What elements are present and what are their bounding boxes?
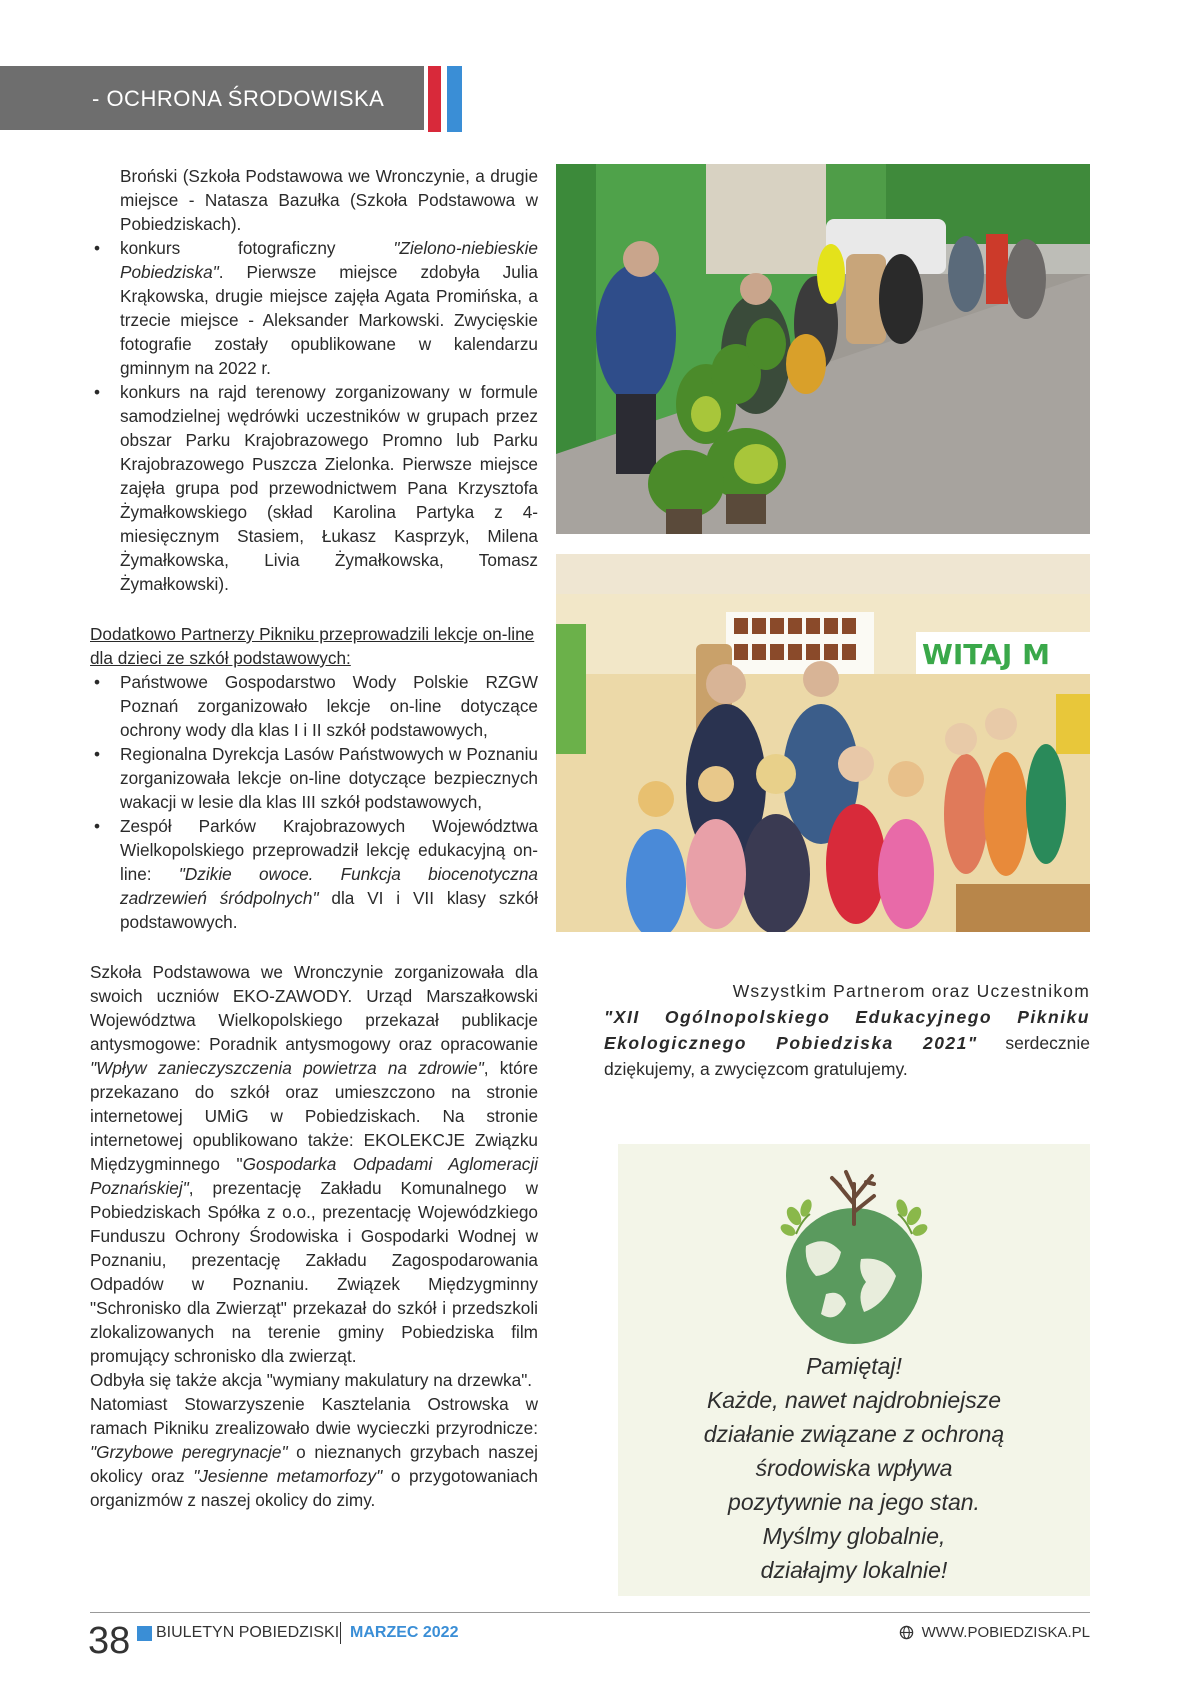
section-title: - OCHRONA ŚRODOWISKA <box>92 86 385 111</box>
footer-separator <box>340 1622 341 1644</box>
website-link[interactable]: WWW.POBIEDZISKA.PL <box>899 1624 1090 1641</box>
thanks-block <box>604 978 1090 1082</box>
classroom-banner-text: WITAJ M <box>922 638 1050 671</box>
thanks-line1: Wszystkim Partnerom oraz Uczestnikom <box>732 981 1090 1001</box>
paragraph-continuation: Broński (Szkoła Podstawowa we Wronczynie, a drugie miejsce - Natasza Bazułka (Szkoła Podstawowa w Pobiedziskach). <box>120 166 538 234</box>
lessons-heading: Dodatkowo Partnerzy Pikniku przeprowadzili lekcje on-line dla dzieci ze szkół podstawowych: <box>90 624 535 668</box>
paragraph-kasztelania: Natomiast Stowarzyszenie Kasztelania Ostrowska w ramach Pikniku zrealizowało dwie wycieczki przyrodnicze: "Grzybowe peregrynacje" o nieznanych grzybach naszej okolicy oraz "Jesienne metamorfozy" o przygotowaniach organizmów z naszej okolicy do zimy. <box>90 1394 538 1510</box>
thanks-body: "XII Ogólnopolskiego Edukacyjnego Pikniku Ekologicznego Pobiedziska 2021" serdecznie dziękujemy, a zwycięzcom gratulujemy. <box>604 1007 1090 1079</box>
bullet-wody-polskie: • Państwowe Gospodarstwo Wody Polskie RZGW Poznań zorganizowało lekcje on-line dotyczące ochrony wody dla klas I i II szkół podstawowych, <box>90 670 538 742</box>
bullet-rally-contest: • konkurs na rajd terenowy zorganizowany w formule samodzielnej wędrówki uczestników w grupach przez obszar Parku Krajobrazowego Promno lub Parku Krajobrazowego Puszcza Zielonka. Pierwsze miejsce zajęła grupa pod przewodnictwem Pana Krzysztofa Żymałkowskiego (skład Karolina Partyka z 4-miesięcznym Stasiem, Łukasz Kasprzyk, Milena Żymałkowska, Livia Żymałkowska, Tomasz Żymałkowski). <box>90 380 538 596</box>
footer-rule <box>90 1612 1090 1613</box>
paragraph-makulatura: Odbyła się także akcja "wymiany makulatury na drzewka". <box>90 1370 533 1390</box>
red-stripe <box>428 66 441 132</box>
photo-classroom <box>556 554 1090 932</box>
article-left-column <box>90 164 538 1512</box>
quote-box <box>618 1144 1090 1596</box>
stripe-gap <box>441 66 444 132</box>
bullet-photo-contest: • konkurs fotograficzny "Zielono-niebieskie Pobiedziska". Pierwsze miejsce zdobyła Julia Krąkowska, drugie miejsce zajęła Agata Promińska, a trzecie miejsce - Aleksander Markowski. Zwycięskie fotografie zostały opublikowane w kalendarzu gminnym na 2022 r. <box>90 236 538 380</box>
blue-stripe <box>447 66 462 132</box>
web-globe-icon <box>899 1625 914 1640</box>
blue-square-icon <box>137 1626 152 1641</box>
quote-text: Pamiętaj! Każde, nawet najdrobniejsze działanie związane z ochroną środowiska wpływa pozytywnie na jego stan. Myślmy globalnie, działajmy lokalnie! <box>703 1353 1005 1583</box>
page-number: 38 <box>88 1620 131 1662</box>
photo-plant-distribution <box>556 164 1090 534</box>
bullet-parki-krajobrazowe: • Zespół Parków Krajobrazowych Województwa Wielkopolskiego przeprowadził lekcję edukacyjną on-line: "Dzikie owoce. Funkcja biocenotyczna zadrzewień śródpolnych" dla VI i VII klasy szkół podstawowych. <box>90 814 538 934</box>
bullet-lasy-panstwowe: • Regionalna Dyrekcja Lasów Państwowych w Poznaniu zorganizowała lekcje on-line dotyczące bezpiecznych wakacji w lesie dla klas III szkół podstawowych, <box>90 742 538 814</box>
publication-name: BIULETYN POBIEDZISKI <box>156 1624 340 1641</box>
issue-date: MARZEC 2022 <box>350 1624 459 1641</box>
globe-tree-icon <box>766 1164 942 1346</box>
paragraph-eko-zawody: Szkoła Podstawowa we Wronczynie zorganizowała dla swoich uczniów EKO-ZAWODY. Urząd Marszałkowski Województwa Wielkopolskiego przekazał publikacje antysmogowe: Poradnik antysmogowy oraz opracowanie "Wpływ zanieczyszczenia powietrza na zdrowie", które przekazano do szkół oraz umieszczono na stronie internetowej UMiG w Pobiedziskach. Na stronie internetowej opublikowano także: EKOLEKCJE Związku Międzygminnego "Gospodarka Odpadami Aglomeracji Poznańskiej", prezentację Zakładu Komunalnego w Pobiedziskach Spółka z o.o., prezentację Wojewódzkiego Funduszu Ochrony Środowiska i Gospodarki Wodnej w Poznaniu, prezentację Zakładu Zagospodarowania Odpadów w Poznaniu. Związek Międzygminny "Schronisko dla Zwierząt" przekazał do szkół i przedszkoli zlokalizowanych na terenie gminy Pobiedziska film promujący schronisko dla zwierząt. <box>90 962 538 1366</box>
